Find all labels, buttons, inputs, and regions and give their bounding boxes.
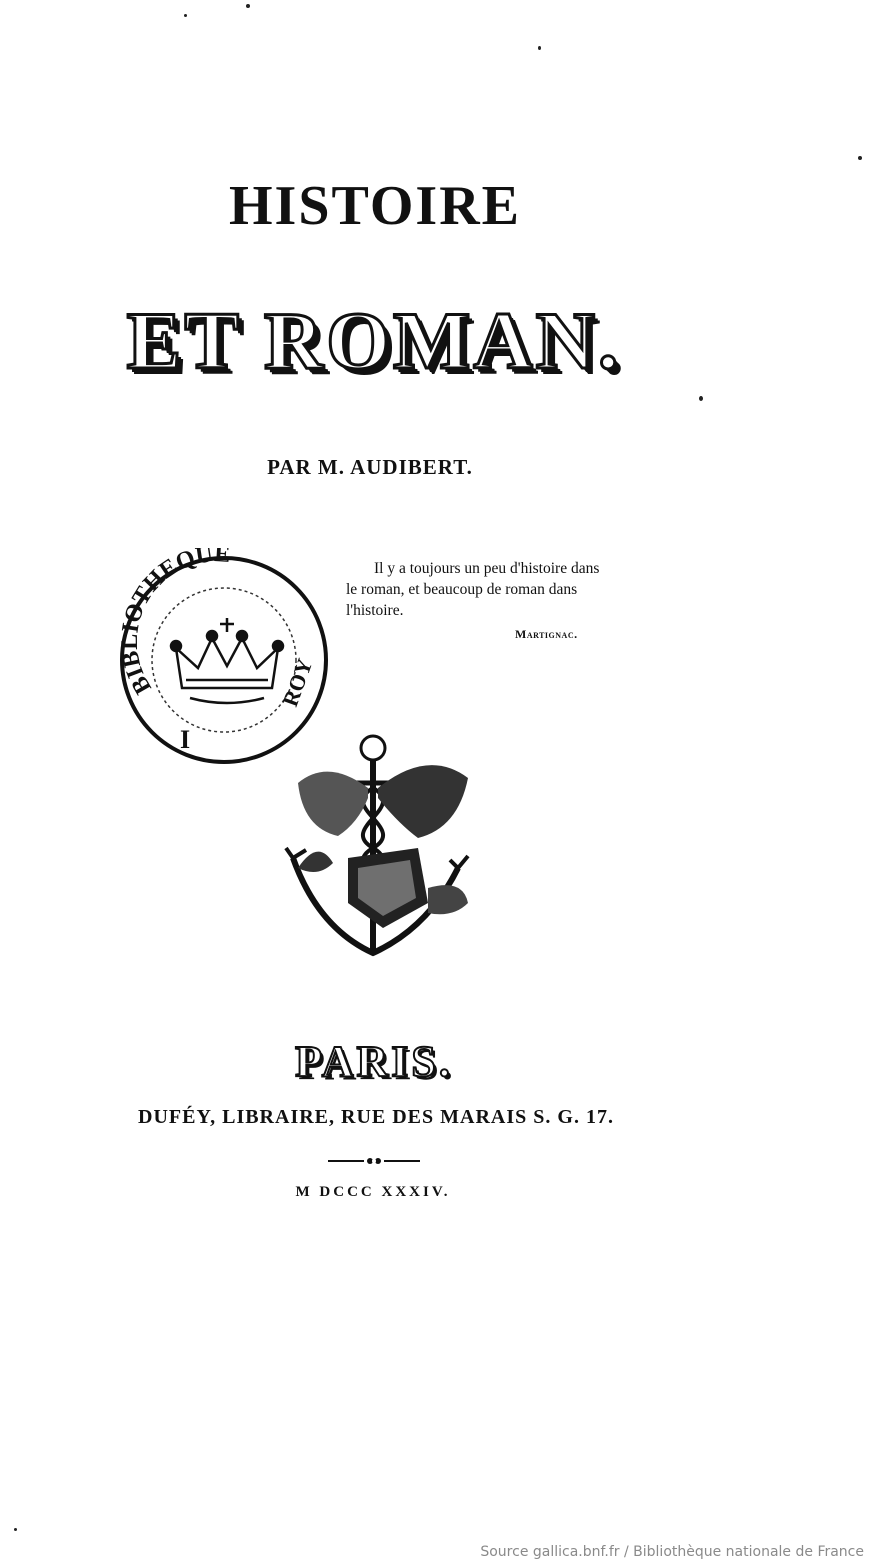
title-line-2: ET ROMAN.: [126, 295, 622, 386]
imprint-city: PARIS.: [295, 1037, 453, 1086]
printer-emblem: [278, 728, 478, 968]
ornamental-rule: [328, 1154, 420, 1172]
epigraph: [346, 558, 646, 621]
imprint-date: M DCCC XXXIV.: [295, 1184, 451, 1200]
paper-speck: [858, 156, 862, 160]
paper-speck: [184, 14, 187, 17]
imprint-publisher: DUFÉY, LIBRAIRE, RUE DES MARAIS S. G. 17.: [138, 1106, 614, 1128]
title-line-1: HISTOIRE: [229, 175, 521, 237]
epigraph-line: Il y a toujours un peu d'histoire dans: [374, 560, 600, 577]
paper-speck: [538, 46, 541, 50]
author-line: PAR M. AUDIBERT.: [267, 455, 473, 479]
epigraph-attribution: Martignac.: [515, 627, 578, 641]
epigraph-line: le roman, et beaucoup de roman dans: [346, 581, 578, 598]
paper-speck: [699, 396, 703, 401]
paper-speck: [246, 4, 250, 8]
crown-icon: [171, 618, 283, 703]
ornament-rule-icon: [328, 1155, 420, 1167]
epigraph-line: l'histoire.: [346, 602, 404, 619]
stamp-text-side: ROY: [277, 655, 318, 710]
stamp-text-top: BIBLIOTHEQUE: [116, 548, 232, 699]
source-footer: Source gallica.bnf.fr / Bibliothèque nationale de France: [480, 1544, 864, 1560]
stamp-numeral: I: [180, 725, 191, 754]
anchor-caduceus-emblem-icon: [278, 728, 478, 963]
paper-speck: [14, 1528, 17, 1531]
